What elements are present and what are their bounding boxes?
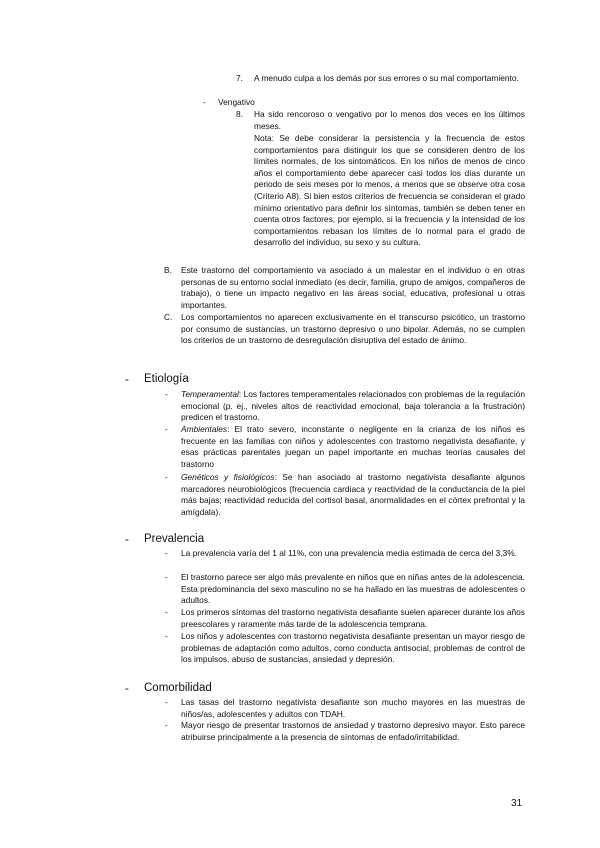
section-dash: - — [125, 374, 129, 386]
section-dash: - — [125, 683, 129, 695]
etiologia-heading: Etiología — [144, 373, 189, 385]
bullet-dash: - — [165, 424, 168, 434]
page-number: 31 — [511, 798, 523, 809]
item-7-text: A menudo culpa a los demás por sus errores o su mal comportamiento. — [254, 73, 519, 83]
bullet-dash: - — [165, 697, 168, 707]
item-8-number: 8. — [236, 109, 243, 119]
prevalencia-item: Los niños y adolescentes con trastorno negativista desafiante presentan un mayor riesgo de problemas de adaptación como adultos, como conducta antisocial, problemas de control de los impulsos, abuso de sustancias, ansiedad y depresión. — [181, 631, 525, 665]
criterion-b-label: B. — [164, 265, 172, 275]
etiologia-item — [181, 389, 525, 424]
etiologia-item — [181, 472, 525, 518]
item-8-text: Ha sido rencoroso o vengativo por lo menos dos veces en los últimos meses. — [254, 109, 525, 131]
bullet-dash: - — [165, 548, 168, 558]
etiologia-text: : Se han asociado al trastorno negativista desafiante algunos marcadores neurobiológicos (frecuencia cardiaca y reactividad de la conductancia de la piel más bajas; reactividad reducida del cortisol basal, anormalidades en el córtex prefrontal y la amígdala). — [181, 472, 526, 517]
criterion-b-text: Este trastorno del comportamiento va asociado a un malestar en el individuo o en otras personas de su entorno social inmediato (es decir, familia, grupo de amigos, compañeros de trabajo), o tiene un impacto negativo en las áreas social, educativa, profesional u otras importantes. — [181, 265, 525, 310]
etiologia-term: Ambientales — [181, 424, 228, 434]
vengativo-label: Vengativo — [218, 97, 255, 107]
prevalencia-heading: Prevalencia — [144, 533, 205, 545]
etiologia-text: : Los factores temperamentales relacionados con problemas de la regulación emocional (p. ej., niveles altos de reactividad emocional, baja tolerancia a la frustración) predicen el trastorno. — [181, 389, 525, 423]
frequency-note: Nota: Se debe considerar la persistencia y la frecuencia de estos comportamientos para distinguir los que se consideren dentro de los límites normales, de los sintomáticos. En los niños de menos de cinco años el comportamiento debe aparecer casi todos los días durante un periodo de seis meses por lo menos, a menos que se observe otra cosa (Criterio A8). Si bien estos criterios de frecuencia se consideran el grado mínimo orientativo para definir los síntomas, también se deben tener en cuenta otros factores, por ejemplo, si la frecuencia y la intensidad de los comportamientos rebasan los límites de lo normal para el grado de desarrollo del individuo, su sexo y su cultura. — [254, 133, 525, 248]
prevalencia-item: El trastorno parece ser algo más prevalente en niños que en niñas antes de la adolescencia. Esta predominancia del sexo masculino no se ha hallado en las muestras de adolescentes o adultos. — [181, 572, 525, 606]
comorbilidad-heading: Comorbilidad — [144, 682, 212, 694]
etiologia-item — [181, 424, 525, 470]
bullet-dash: - — [165, 607, 168, 617]
comorbilidad-item: Mayor riesgo de presentar trastornos de ansiedad y trastorno depresivo mayor. Esto parece atribuirse principalmente a la presencia de síntomas de enfado/irritabilidad. — [181, 720, 525, 742]
etiologia-term: Genéticos y fisiológicos — [181, 472, 275, 482]
etiologia-text: : El trato severo, inconstante o negligente en la crianza de los niños es frecuente en las familias con niños y adolescentes con trastorno negativista desafiante, y esas prácticas parentales juegan un papel importante en muchas teorías causales del trastorno — [181, 424, 525, 469]
bullet-dash: - — [165, 572, 168, 582]
item-7-number: 7. — [236, 73, 243, 83]
criterion-c-text: Los comportamientos no aparecen exclusivamente en el transcurso psicótico, un trastorno por consumo de sustancias, un trastorno depresivo o uno bipolar. Además, no se cumplen los criterios de un trastorno de desregulación disruptiva del estado de ánimo. — [181, 312, 525, 346]
bullet-dash: - — [165, 472, 168, 482]
section-dash: - — [125, 534, 129, 546]
bullet-dash: - — [165, 631, 168, 641]
comorbilidad-item: Las tasas del trastorno negativista desafiante son mucho mayores en las muestras de niños/as, adolescentes y adultos con TDAH. — [181, 697, 525, 719]
criterion-c-label: C. — [164, 312, 173, 322]
etiologia-term: Temperamental — [181, 389, 239, 399]
prevalencia-item: Los primeros síntomas del trastorno negativista desafiante suelen aparecer durante los años preescolares y raramente más tarde de la adolescencia temprana. — [181, 607, 525, 629]
prevalencia-item: La prevalencia varía del 1 al 11%, con una prevalencia media estimada de cerca del 3,3%. — [181, 548, 517, 558]
bullet-dash: - — [165, 389, 168, 399]
bullet-dash: - — [165, 720, 168, 730]
vengativo-dash: - — [203, 97, 206, 107]
